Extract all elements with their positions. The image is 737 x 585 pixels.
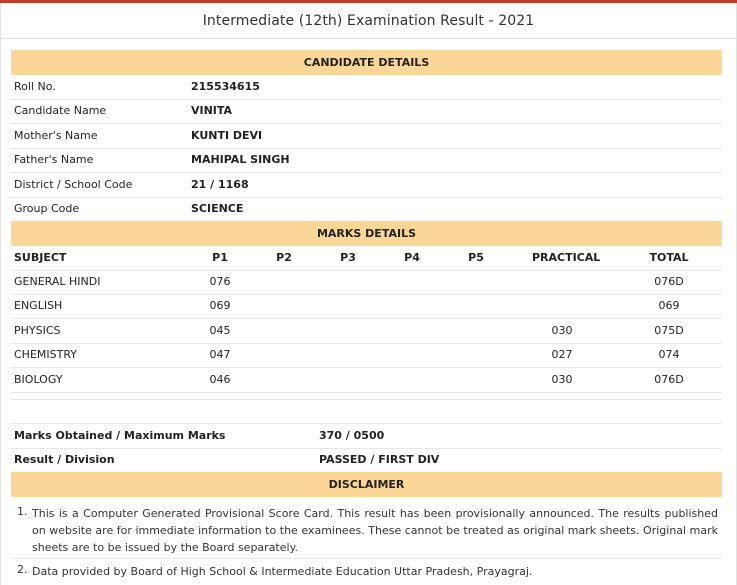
page-header: [0, 3, 737, 39]
col-p2: P2: [276, 251, 292, 264]
col-practical: PRACTICAL: [532, 251, 601, 264]
subject-name: ENGLISH: [14, 299, 63, 312]
p1-mark: 069: [209, 299, 231, 312]
col-p3: P3: [340, 251, 356, 264]
marks-header-row: [11, 246, 722, 271]
disclaimer-item: [11, 505, 722, 556]
summary-row-marks: [11, 424, 722, 449]
field-value: VINITA: [191, 104, 233, 117]
practical-mark: 030: [551, 373, 573, 386]
practical-mark: 027: [551, 348, 573, 361]
field-value: SCIENCE: [191, 202, 244, 215]
field-value: 215534615: [191, 80, 260, 93]
field-label: Roll No.: [14, 80, 56, 93]
p1-mark: 046: [209, 373, 231, 386]
p1-mark: 045: [209, 324, 231, 337]
disclaimer-number: 2.: [17, 563, 28, 576]
field-value: MAHIPAL SINGH: [191, 153, 290, 166]
table-row: [11, 343, 722, 368]
field-label: Father's Name: [14, 153, 94, 166]
candidate-details-heading: CANDIDATE DETAILS: [11, 50, 722, 75]
col-p5: P5: [468, 251, 484, 264]
subject-name: BIOLOGY: [14, 373, 63, 386]
disclaimer-text: This is a Computer Generated Provisional Score Card. This result has been provisionally announced. The results published on website are for immediate information to the examinees. These cannot be treated as original mark sheets. Original mark sheets are to be issued by the Board separately.: [32, 507, 718, 554]
table-row: [11, 270, 722, 295]
summary-value: 370 / 0500: [319, 429, 385, 442]
summary-label: Marks Obtained / Maximum Marks: [14, 429, 226, 442]
field-value: KUNTI DEVI: [191, 129, 263, 142]
total-mark: 075D: [654, 324, 684, 337]
table-divider: [11, 393, 722, 400]
candidate-row-district-school: [11, 173, 722, 198]
col-subject: SUBJECT: [14, 251, 67, 264]
p1-mark: 076: [209, 275, 231, 288]
summary-row-result: [11, 448, 722, 472]
subject-name: GENERAL HINDI: [14, 275, 101, 288]
candidate-row-group: [11, 197, 722, 221]
total-mark: 076D: [654, 373, 684, 386]
disclaimer-item: [11, 563, 722, 580]
blank-row: [11, 400, 722, 424]
subject-name: CHEMISTRY: [14, 348, 77, 361]
field-value: 21 / 1168: [191, 178, 249, 191]
field-label: District / School Code: [14, 178, 133, 191]
disclaimer-divider: [11, 557, 722, 559]
total-mark: 074: [658, 348, 680, 361]
practical-mark: 030: [551, 324, 573, 337]
candidate-row-mother: [11, 124, 722, 149]
total-mark: 069: [658, 299, 680, 312]
table-row: [11, 319, 722, 344]
candidate-row-father: [11, 148, 722, 173]
candidate-row-name: [11, 99, 722, 124]
page-title: Intermediate (12th) Examination Result - 2021: [202, 12, 535, 29]
disclaimer-heading: DISCLAIMER: [11, 472, 722, 497]
table-row: [11, 368, 722, 393]
subject-name: PHYSICS: [14, 324, 61, 337]
summary-value: PASSED / FIRST DIV: [319, 453, 440, 466]
table-row: [11, 294, 722, 319]
disclaimer-number: 1.: [17, 505, 28, 518]
candidate-row-roll-no: [11, 75, 722, 100]
col-p1: P1: [212, 251, 228, 264]
col-total: TOTAL: [649, 251, 689, 264]
total-mark: 076D: [654, 275, 684, 288]
marks-details-heading: MARKS DETAILS: [11, 221, 722, 246]
disclaimer-text: Data provided by Board of High School & Intermediate Education Uttar Pradesh, Prayagraj.: [32, 565, 533, 578]
p1-mark: 047: [209, 348, 231, 361]
col-p4: P4: [404, 251, 420, 264]
field-label: Mother's Name: [14, 129, 98, 142]
field-label: Candidate Name: [14, 104, 107, 117]
summary-label: Result / Division: [14, 453, 115, 466]
field-label: Group Code: [14, 202, 80, 215]
